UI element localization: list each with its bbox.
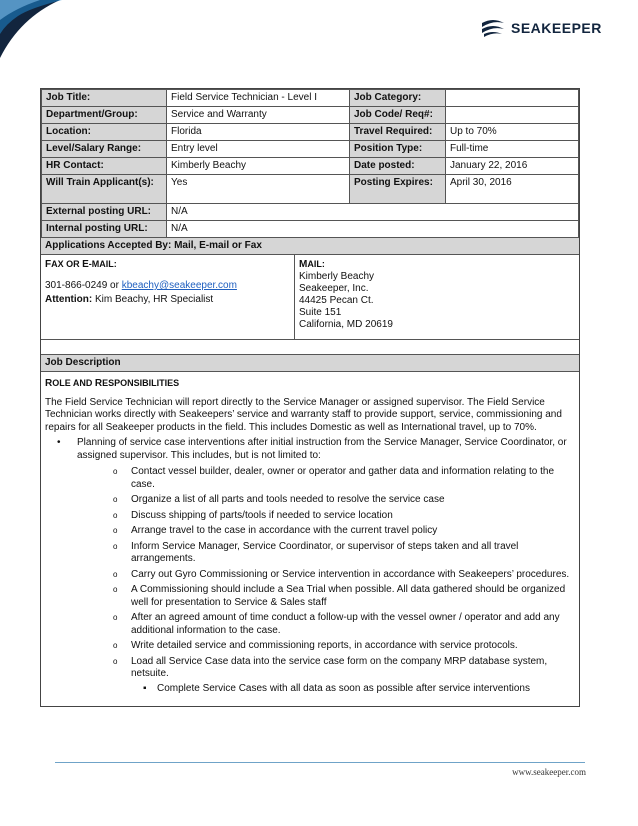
table-row <box>42 158 579 175</box>
list-item: o Arrange travel to the case in accordance with the current travel policy <box>113 525 438 536</box>
list-item: o Inform Service Manager, Service Coordinator, or supervisor of steps taken and all travel arrangements. <box>113 540 519 564</box>
job-title-label: Job Title: <box>42 90 167 107</box>
will-train-value: Yes <box>167 175 350 204</box>
circle-bullet-icon: o <box>113 656 118 666</box>
job-category-value <box>446 90 579 107</box>
list-item: o Write detailed service and commissioning reports, in accordance with service protocols. <box>113 640 518 651</box>
mail-block <box>295 255 579 339</box>
location-label: Location: <box>42 124 167 141</box>
bullet-icon: • <box>57 437 61 448</box>
square-bullet-icon: ▪ <box>143 682 147 694</box>
attention-label: Attention: <box>45 294 93 305</box>
main-bullet-text: Planning of service case interventions after initial instruction from the Service Manager, Service Coordinator, or assigned supervisor. This includes, but is not limited to: <box>77 437 567 461</box>
table-row <box>42 107 579 124</box>
level-value: Entry level <box>167 141 350 158</box>
applications-header: Applications Accepted By: Mail, E-mail or Fax <box>41 238 579 255</box>
posting-expires-value: April 30, 2016 <box>446 175 579 204</box>
list-item: ▪ Complete Service Cases with all data as soon as possible after service interventions <box>143 682 530 694</box>
circle-bullet-icon: o <box>113 541 118 551</box>
date-posted-label: Date posted: <box>350 158 446 175</box>
list-item: o Carry out Gyro Commissioning or Service intervention in accordance with Seakeepers’ procedures. <box>113 568 570 580</box>
mail-address-line: 44425 Pecan Ct. <box>299 295 374 306</box>
job-code-label: Job Code/ Req#: <box>350 107 446 124</box>
external-url-label: External posting URL: <box>42 204 167 221</box>
circle-bullet-icon: o <box>113 495 118 504</box>
list-item: o After an agreed amount of time conduct a follow-up with the vessel owner / operator and add any additional information to the case. <box>113 612 560 636</box>
mail-address-line: Seakeeper, Inc. <box>299 283 369 294</box>
table-row <box>42 124 579 141</box>
logo-text: SEAKEEPER <box>511 20 602 36</box>
roles-heading: ROLE AND RESPONSIBILITIES <box>45 378 180 389</box>
posting-expires-label: Posting Expires: <box>350 175 446 204</box>
sub-list <box>77 466 575 695</box>
job-category-label: Job Category: <box>350 90 446 107</box>
external-url-value: N/A <box>167 204 579 221</box>
list-item: o Organize a list of all parts and tools needed to resolve the service case <box>113 494 445 505</box>
list-item: o Contact vessel builder, dealer, owner or operator and gather data and information relating to the case. <box>113 466 555 490</box>
travel-label: Travel Required: <box>350 124 446 141</box>
travel-value: Up to 70% <box>446 124 579 141</box>
hr-contact-value: Kimberly Beachy <box>167 158 350 175</box>
list-item: o Discuss shipping of parts/tools if needed to service location <box>113 509 393 521</box>
footer-url[interactable]: www.seakeeper.com <box>512 767 586 777</box>
hr-contact-label: HR Contact: <box>42 158 167 175</box>
intro-paragraph: The Field Service Technician will report directly to the Service Manager or assigned supervisor. The Field Service Technician works directly with Seakeepers’ service and warranty staff to provide support, service, commissioning and repairs for all Seakeeper products in the field. This includes Domestic as well as International travel, up to 70%. <box>45 396 562 433</box>
internal-url-label: Internal posting URL: <box>42 221 167 238</box>
table-row <box>42 90 579 107</box>
job-title-value: Field Service Technician - Level I <box>167 90 350 107</box>
circle-bullet-icon: o <box>113 510 118 520</box>
circle-bullet-icon: o <box>113 526 118 535</box>
attention-line <box>45 294 290 305</box>
fax-email-block <box>41 255 295 339</box>
list-item: o Load all Service Case data into the service case form on the company MRP database system, netsuite. ▪ Complete Service Cases with all data as soon as possible after service interventions <box>77 656 575 696</box>
table-row <box>42 141 579 158</box>
circle-bullet-icon: o <box>113 569 118 579</box>
location-value: Florida <box>167 124 350 141</box>
level-label: Level/Salary Range: <box>42 141 167 158</box>
job-info-table <box>41 89 579 238</box>
mail-address-line: Suite 151 <box>299 307 342 318</box>
job-description-body <box>41 372 579 706</box>
seakeeper-wave-icon <box>480 18 506 38</box>
list-item: o A Commissioning should include a Sea Trial when possible. All data gathered should be organized well for presentation to Service & Sales staff <box>113 584 566 608</box>
email-link[interactable]: kbeachy@seakeeper.com <box>121 280 237 291</box>
circle-bullet-icon: o <box>113 641 118 650</box>
job-code-value <box>446 107 579 124</box>
department-value: Service and Warranty <box>167 107 350 124</box>
corner-decoration <box>0 0 70 60</box>
fax-phone: 301-866-0249 or <box>45 280 122 291</box>
position-type-value: Full-time <box>446 141 579 158</box>
fax-email-heading: FAX OR E-MAIL: <box>45 259 117 270</box>
circle-bullet-icon: o <box>113 467 118 476</box>
mail-address-line: California, MD 20619 <box>299 319 393 330</box>
sub-sub-list <box>131 683 575 696</box>
circle-bullet-icon: o <box>113 613 118 622</box>
responsibility-list <box>45 437 575 695</box>
department-label: Department/Group: <box>42 107 167 124</box>
job-description-header: Job Description <box>41 354 579 372</box>
contact-section <box>41 255 579 340</box>
mail-heading: MAIL: <box>299 259 325 270</box>
job-posting-form <box>40 88 580 707</box>
position-type-label: Position Type: <box>350 141 446 158</box>
will-train-label: Will Train Applicant(s): <box>42 175 167 204</box>
attention-value: Kim Beachy, HR Specialist <box>92 294 214 305</box>
mail-address-line: Kimberly Beachy <box>299 271 375 282</box>
circle-bullet-icon: o <box>113 585 118 594</box>
table-row <box>42 221 579 238</box>
footer-divider <box>55 762 585 763</box>
date-posted-value: January 22, 2016 <box>446 158 579 175</box>
internal-url-value: N/A <box>167 221 579 238</box>
table-row <box>42 175 579 204</box>
table-row <box>42 204 579 221</box>
seakeeper-logo <box>480 18 602 38</box>
list-item <box>45 437 575 695</box>
phone-line <box>45 280 290 291</box>
